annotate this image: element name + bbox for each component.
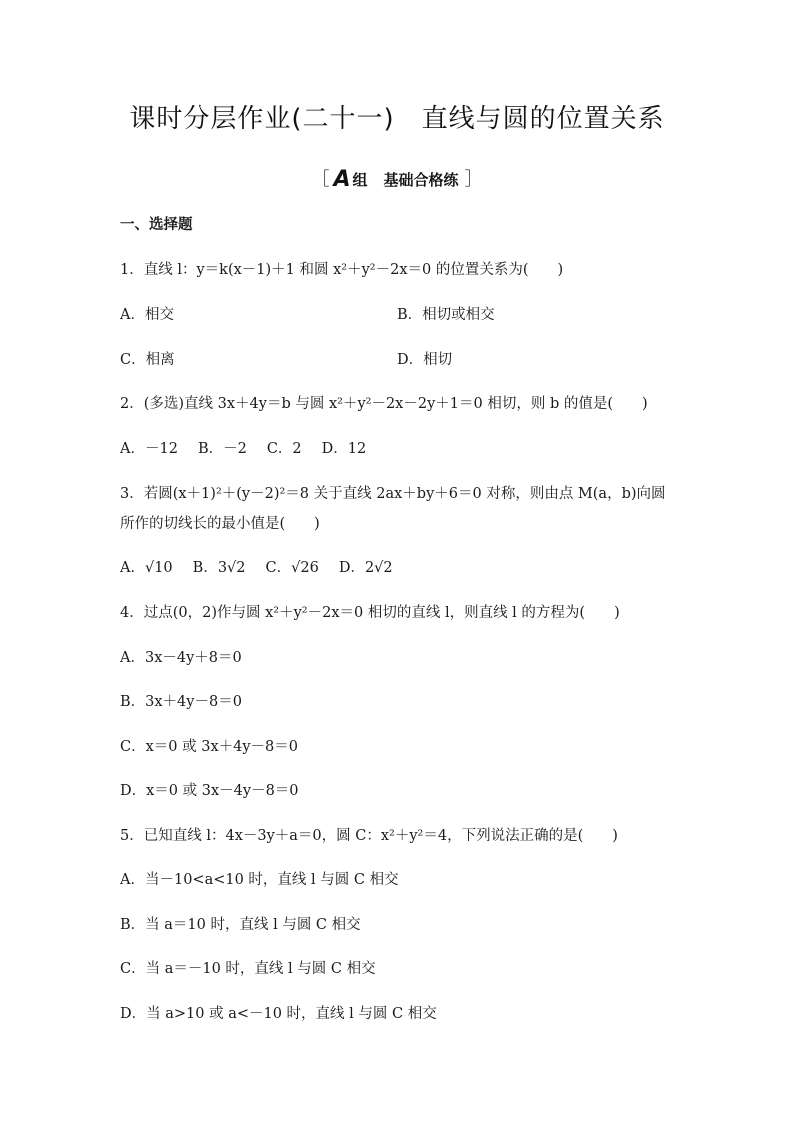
question-1-option-b: B．相切或相交 [397, 307, 495, 323]
group-bracket-close: ］ [464, 169, 483, 190]
question-2-stem: 2．(多选)直线 3x＋4y＝b 与圆 x²＋y²－2x－2y＋1＝0 相切，则 b 的值是( ) [120, 396, 648, 412]
question-4-option-a: A．3x－4y＋8＝0 [120, 650, 242, 666]
question-1-option-d: D．相切 [397, 352, 453, 368]
question-2-options [120, 437, 386, 458]
question-3-stem-line-1: 3．若圆(x＋1)²＋(y－2)²＝8 关于直线 2ax＋by＋6＝0 对称，则由点 M(a，b)向圆 [120, 486, 666, 502]
group-header [0, 165, 794, 192]
group-letter: A [333, 167, 351, 192]
question-4-stem: 4．过点(0，2)作与圆 x²＋y²－2x＝0 相切的直线 l，则直线 l 的方程为( ) [120, 605, 620, 621]
question-2-option-d: D．12 [321, 441, 367, 457]
question-1-option-c: C．相离 [120, 352, 175, 368]
question-3-options [120, 556, 413, 577]
group-name: 基础合格练 [383, 171, 459, 189]
question-1-stem: 1．直线 l：y＝k(x－1)＋1 和圆 x²＋y²－2x＝0 的位置关系为( ) [120, 262, 564, 278]
question-3-option-c: C．√26 [265, 560, 319, 576]
question-3-option-b: B．3√2 [192, 560, 246, 576]
section-heading: 一、选择题 [120, 217, 193, 233]
question-5-option-b: B．当 a＝10 时，直线 l 与圆 C 相交 [120, 917, 361, 933]
question-2-option-b: B．－2 [197, 441, 247, 457]
group-bracket-open: ［ [311, 169, 330, 190]
question-1-option-a: A．相交 [120, 307, 174, 323]
question-4-option-b: B．3x＋4y－8＝0 [120, 694, 242, 710]
question-2-option-c: C．2 [266, 441, 302, 457]
question-3-option-d: D．2√2 [338, 560, 393, 576]
question-3-stem-line-2: 所作的切线长的最小值是( ) [120, 516, 320, 532]
question-5-stem: 5．已知直线 l：4x－3y＋a＝0，圆 C：x²＋y²＝4，下列说法正确的是( ) [120, 828, 618, 844]
question-2-option-a: A．－12 [120, 441, 178, 457]
question-4-option-c: C．x＝0 或 3x＋4y－8＝0 [120, 739, 298, 755]
page-title: 课时分层作业(二十一) 直线与圆的位置关系 [129, 104, 665, 134]
question-5-option-d: D．当 a>10 或 a<－10 时，直线 l 与圆 C 相交 [120, 1006, 437, 1022]
group-suffix: 组 [352, 171, 368, 189]
question-4-option-d: D．x＝0 或 3x－4y－8＝0 [120, 783, 299, 799]
question-5-option-a: A．当－10<a<10 时，直线 l 与圆 C 相交 [120, 872, 399, 888]
question-5-option-c: C．当 a＝－10 时，直线 l 与圆 C 相交 [120, 961, 376, 977]
question-3-option-a: A．√10 [120, 560, 173, 576]
